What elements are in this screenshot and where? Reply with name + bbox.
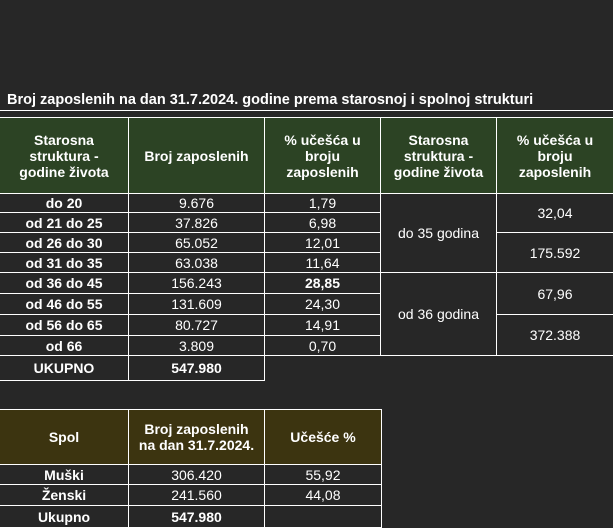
count-cell: 63.038 <box>129 253 265 273</box>
share-cell: 11,64 <box>265 253 381 273</box>
total-label: Ukupno <box>0 506 129 528</box>
share-cell: 55,92 <box>265 465 382 485</box>
gender-cell: Muški <box>0 465 129 485</box>
header-gender-count: Broj zaposlenih na dan 31.7.2024. <box>129 410 265 465</box>
header-gender: Spol <box>0 410 129 465</box>
table-row <box>0 315 613 336</box>
age-table-header <box>0 118 613 194</box>
table-row <box>0 465 382 485</box>
group-label-cell: do 35 godina <box>381 194 497 273</box>
age-cell: do 20 <box>0 194 129 213</box>
count-cell: 80.727 <box>129 315 265 336</box>
count-cell: 65.052 <box>129 233 265 253</box>
share-cell: 14,91 <box>265 315 381 336</box>
age-cell: od 56 do 65 <box>0 315 129 336</box>
age-cell: od 36 do 45 <box>0 273 129 294</box>
share-cell: 44,08 <box>265 485 382 506</box>
group-share-cell: 67,96 <box>497 273 613 315</box>
group-label-cell: od 36 godina <box>381 273 497 356</box>
header-share: % učešća u broju zaposlenih <box>265 118 381 194</box>
age-cell: od 21 do 25 <box>0 213 129 233</box>
age-structure-table <box>0 117 613 381</box>
share-cell: 24,30 <box>265 294 381 315</box>
age-cell: od 31 do 35 <box>0 253 129 273</box>
header-age-group: Starosna struktura - godine života <box>381 118 497 194</box>
share-cell: 0,70 <box>265 336 381 356</box>
count-cell: 306.420 <box>129 465 265 485</box>
share-cell: 12,01 <box>265 233 381 253</box>
header-age: Starosna struktura - godine života <box>0 118 129 194</box>
count-cell: 241.560 <box>129 485 265 506</box>
table-row <box>0 194 613 213</box>
table-row <box>0 273 613 294</box>
total-row <box>0 356 613 381</box>
table-row <box>0 233 613 253</box>
gender-cell: Ženski <box>0 485 129 506</box>
count-cell: 131.609 <box>129 294 265 315</box>
group-count-cell: 372.388 <box>497 315 613 356</box>
header-gender-share: Učešće % <box>265 410 382 465</box>
total-count: 547.980 <box>129 356 265 381</box>
age-cell: od 46 do 55 <box>0 294 129 315</box>
count-cell: 37.826 <box>129 213 265 233</box>
total-row <box>0 506 382 528</box>
header-count: Broj zaposlenih <box>129 118 265 194</box>
group-share-cell: 32,04 <box>497 194 613 233</box>
gender-structure-table <box>0 409 382 528</box>
gender-table-header <box>0 410 382 465</box>
share-cell: 1,79 <box>265 194 381 213</box>
group-count-cell: 175.592 <box>497 233 613 273</box>
share-cell: 6,98 <box>265 213 381 233</box>
count-cell: 9.676 <box>129 194 265 213</box>
table-row <box>0 485 382 506</box>
page-title: Broj zaposlenih na dan 31.7.2024. godine prema starosnoj i spolnoj strukturi <box>7 92 534 108</box>
title-underline <box>0 110 613 111</box>
total-count: 547.980 <box>129 506 265 528</box>
share-cell: 28,85 <box>265 273 381 294</box>
count-cell: 156.243 <box>129 273 265 294</box>
header-group-share: % učešća u broju zaposlenih <box>497 118 613 194</box>
age-cell: od 26 do 30 <box>0 233 129 253</box>
count-cell: 3.809 <box>129 336 265 356</box>
total-label: UKUPNO <box>0 356 129 381</box>
age-cell: od 66 <box>0 336 129 356</box>
